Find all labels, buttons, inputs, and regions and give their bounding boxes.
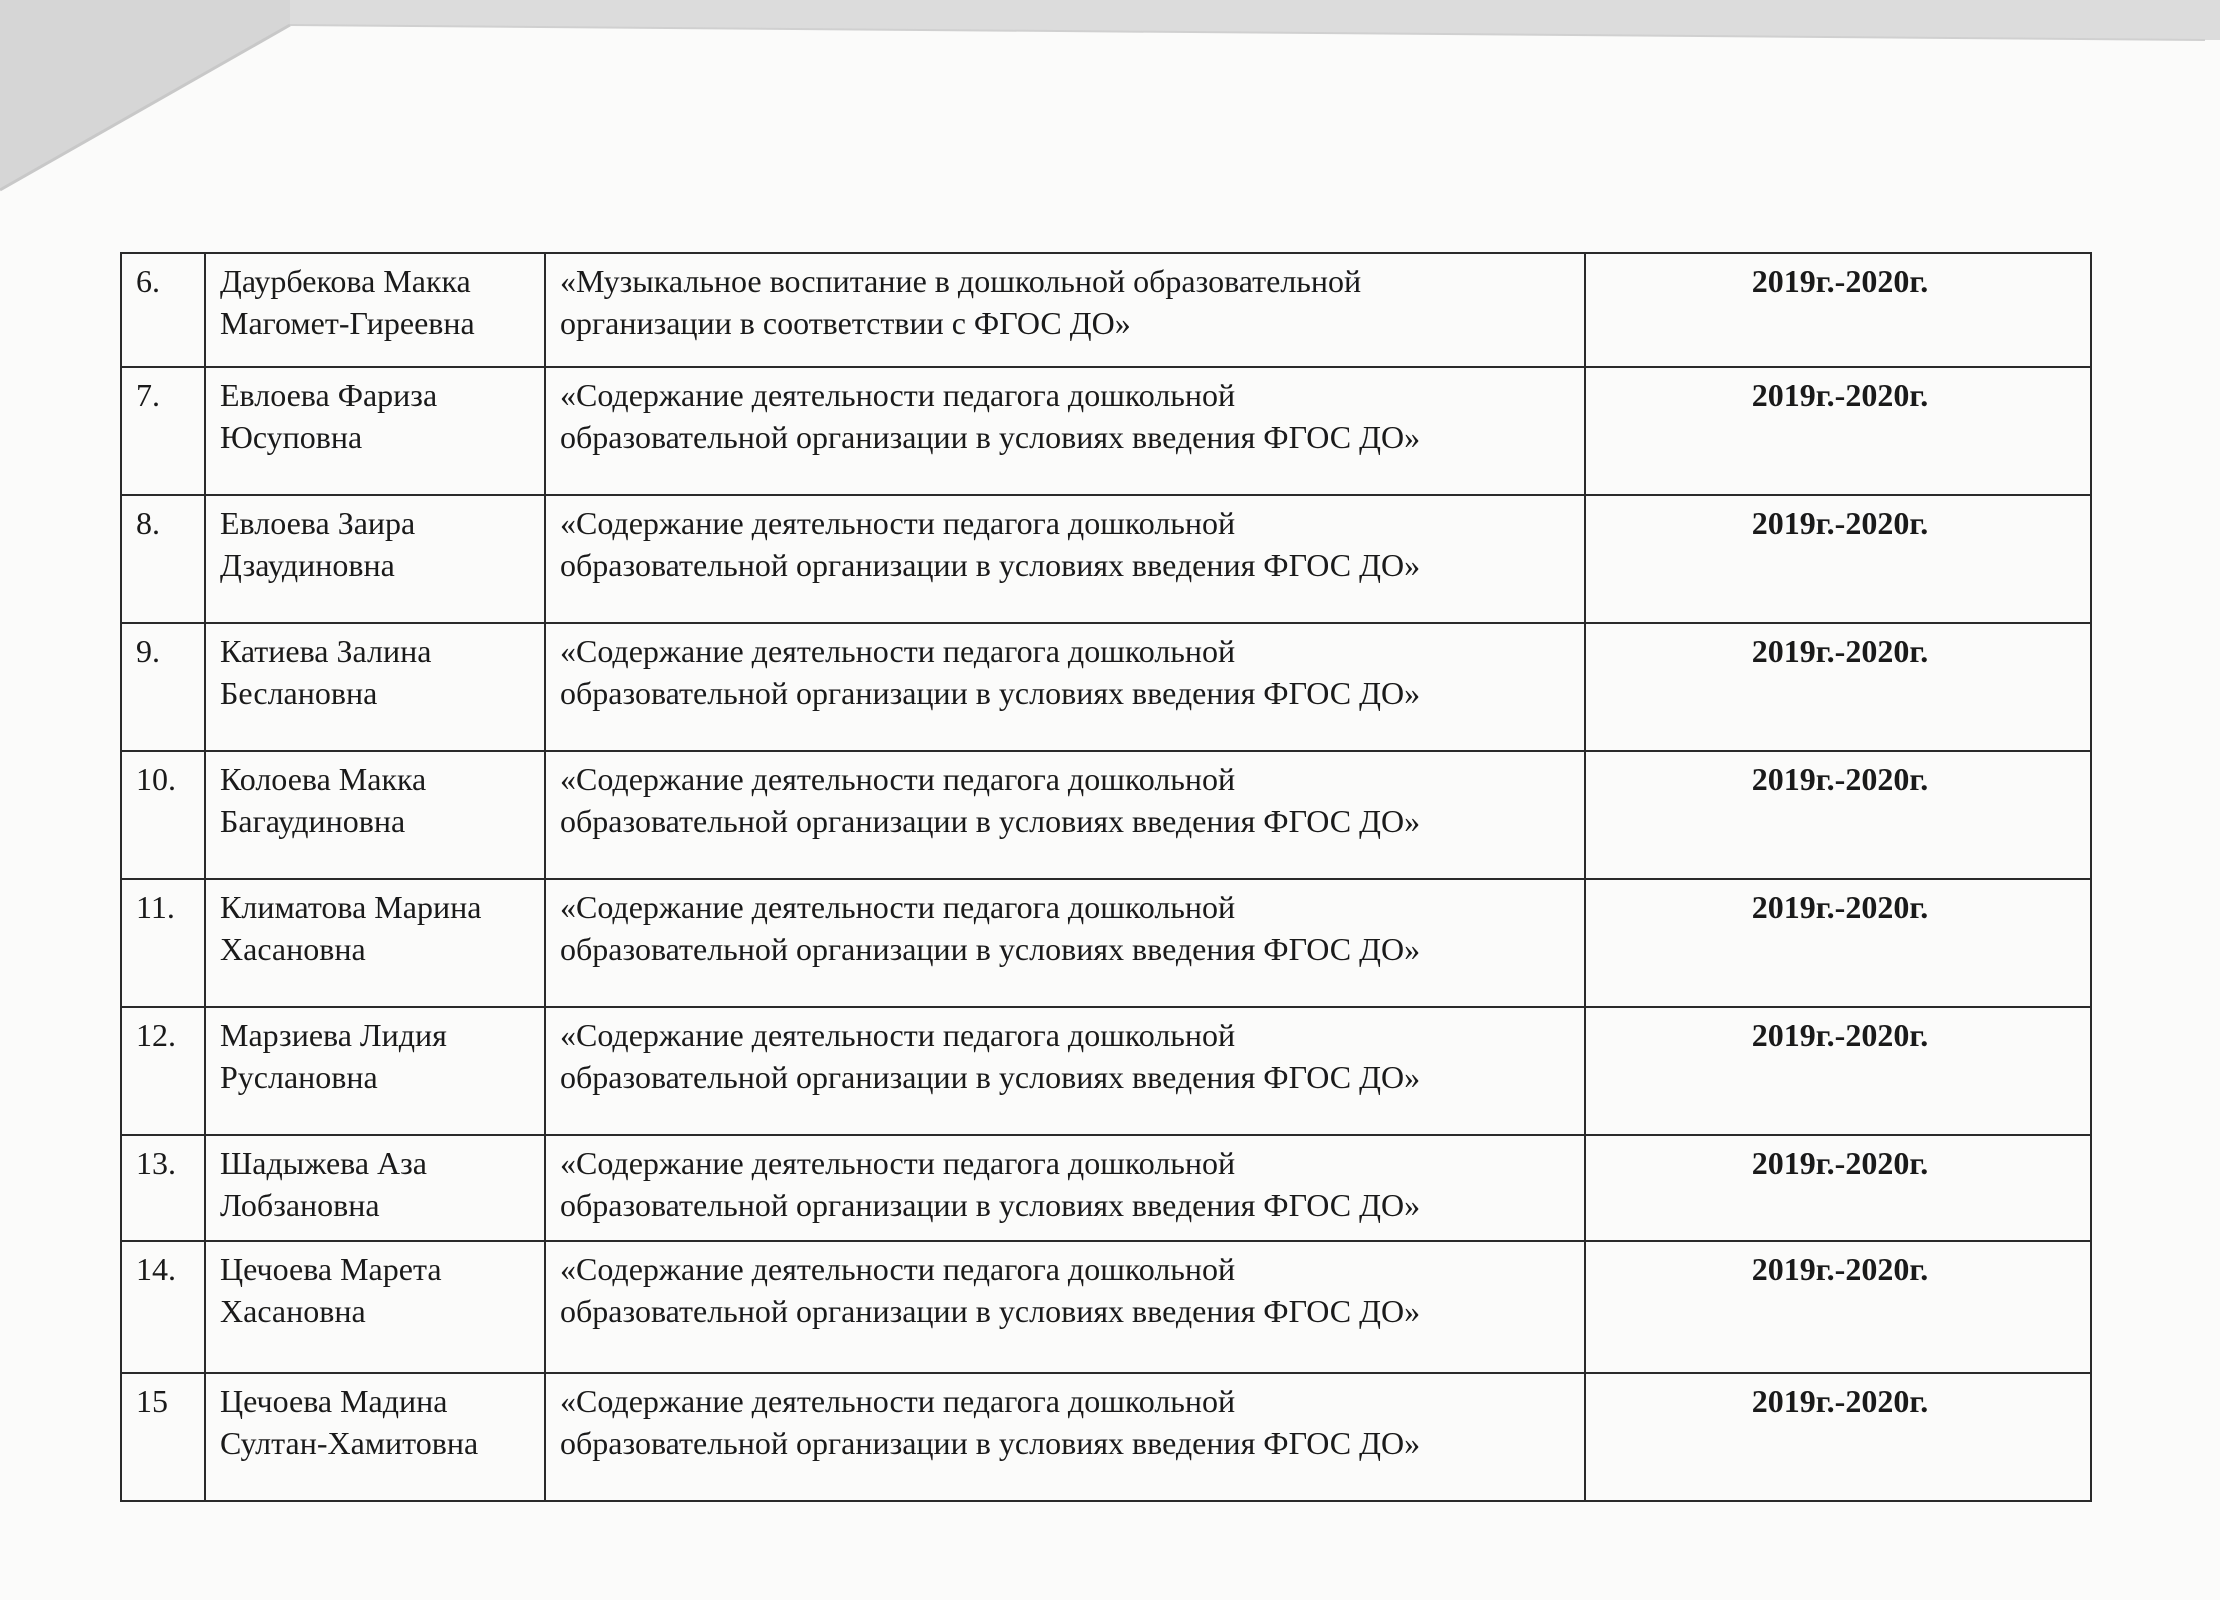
row-number: 13. bbox=[121, 1135, 205, 1241]
course-title: «Содержание деятельности педагога дошкольной образовательной организации в условиях введения ФГОС ДО» bbox=[545, 1135, 1585, 1241]
training-period: 2019г.-2020г. bbox=[1585, 1373, 2091, 1501]
course-title: «Музыкальное воспитание в дошкольной образовательной организации в соответствии с ФГОС ДО» bbox=[545, 253, 1585, 367]
row-number: 14. bbox=[121, 1241, 205, 1373]
table-row bbox=[121, 1007, 2091, 1135]
row-number: 15 bbox=[121, 1373, 205, 1501]
teacher-name: Марзиева Лидия Руслановна bbox=[205, 1007, 545, 1135]
course-title: «Содержание деятельности педагога дошкольной образовательной организации в условиях введения ФГОС ДО» bbox=[545, 623, 1585, 751]
course-title: «Содержание деятельности педагога дошкольной образовательной организации в условиях введения ФГОС ДО» bbox=[545, 495, 1585, 623]
row-number: 6. bbox=[121, 253, 205, 367]
teacher-name: Цечоева Мадина Султан-Хамитовна bbox=[205, 1373, 545, 1501]
course-title: «Содержание деятельности педагога дошкольной образовательной организации в условиях введения ФГОС ДО» bbox=[545, 1373, 1585, 1501]
table-row bbox=[121, 253, 2091, 367]
teacher-name: Евлоева Заира Дзаудиновна bbox=[205, 495, 545, 623]
table-row bbox=[121, 879, 2091, 1007]
teacher-name: Цечоева Марета Хасановна bbox=[205, 1241, 545, 1373]
row-number: 7. bbox=[121, 367, 205, 495]
row-number: 11. bbox=[121, 879, 205, 1007]
row-number: 8. bbox=[121, 495, 205, 623]
training-period: 2019г.-2020г. bbox=[1585, 367, 2091, 495]
table-row bbox=[121, 495, 2091, 623]
course-title: «Содержание деятельности педагога дошкольной образовательной организации в условиях введения ФГОС ДО» bbox=[545, 1007, 1585, 1135]
staff-training-table bbox=[120, 252, 2092, 1502]
table-row bbox=[121, 1373, 2091, 1501]
course-title: «Содержание деятельности педагога дошкольной образовательной организации в условиях введения ФГОС ДО» bbox=[545, 1241, 1585, 1373]
training-period: 2019г.-2020г. bbox=[1585, 1135, 2091, 1241]
teacher-name: Колоева Макка Багаудиновна bbox=[205, 751, 545, 879]
teacher-name: Климатова Марина Хасановна bbox=[205, 879, 545, 1007]
row-number: 10. bbox=[121, 751, 205, 879]
training-period: 2019г.-2020г. bbox=[1585, 879, 2091, 1007]
training-period: 2019г.-2020г. bbox=[1585, 751, 2091, 879]
course-title: «Содержание деятельности педагога дошкольной образовательной организации в условиях введения ФГОС ДО» bbox=[545, 751, 1585, 879]
row-number: 12. bbox=[121, 1007, 205, 1135]
teacher-name: Шадыжева Аза Лобзановна bbox=[205, 1135, 545, 1241]
teacher-name: Евлоева Фариза Юсуповна bbox=[205, 367, 545, 495]
teacher-name: Даурбекова Макка Магомет-Гиреевна bbox=[205, 253, 545, 367]
training-period: 2019г.-2020г. bbox=[1585, 1241, 2091, 1373]
course-title: «Содержание деятельности педагога дошкольной образовательной организации в условиях введения ФГОС ДО» bbox=[545, 367, 1585, 495]
teacher-name: Катиева Залина Беслановна bbox=[205, 623, 545, 751]
table-row bbox=[121, 1135, 2091, 1241]
table-row bbox=[121, 1241, 2091, 1373]
training-period: 2019г.-2020г. bbox=[1585, 1007, 2091, 1135]
course-title: «Содержание деятельности педагога дошкольной образовательной организации в условиях введения ФГОС ДО» bbox=[545, 879, 1585, 1007]
training-period: 2019г.-2020г. bbox=[1585, 623, 2091, 751]
table-row bbox=[121, 751, 2091, 879]
training-period: 2019г.-2020г. bbox=[1585, 495, 2091, 623]
table-row bbox=[121, 367, 2091, 495]
table-row bbox=[121, 623, 2091, 751]
training-period: 2019г.-2020г. bbox=[1585, 253, 2091, 367]
row-number: 9. bbox=[121, 623, 205, 751]
